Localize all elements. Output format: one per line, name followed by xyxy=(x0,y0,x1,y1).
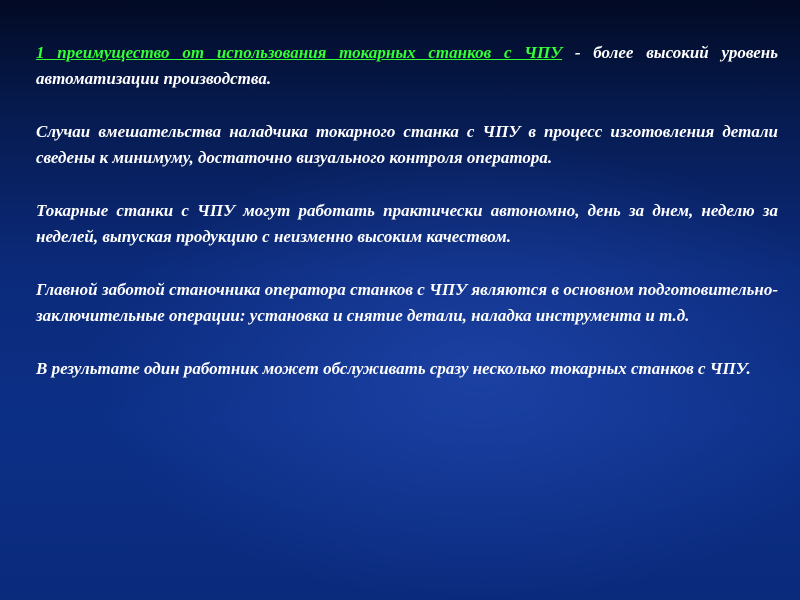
paragraph-result: В результате один работник может обслуживать сразу несколько токарных станков с ЧПУ. xyxy=(36,359,751,378)
paragraph-advantage xyxy=(36,40,778,92)
paragraph-autonomy: Токарные станки с ЧПУ могут работать практически автономно, день за днем, неделю за неделей, выпуская продукцию с неизменно высоким качеством. xyxy=(36,201,778,246)
slide-content xyxy=(36,40,778,409)
paragraph-operator-duties: Главной заботой станочника оператора станков с ЧПУ являются в основном подготовительно-заключительные операции: установка и снятие детали, наладка инструмента и т.д. xyxy=(36,280,778,325)
advantage-heading-link: 1 преимущество от использования токарных станков с ЧПУ xyxy=(36,43,563,62)
paragraph-intervention: Случаи вмешательства наладчика токарного станка с ЧПУ в процесс изготовления детали сведены к минимуму, достаточно визуального контроля оператора. xyxy=(36,122,778,167)
advantage-text: - более высокий уровень автоматизации производства. xyxy=(36,43,778,88)
